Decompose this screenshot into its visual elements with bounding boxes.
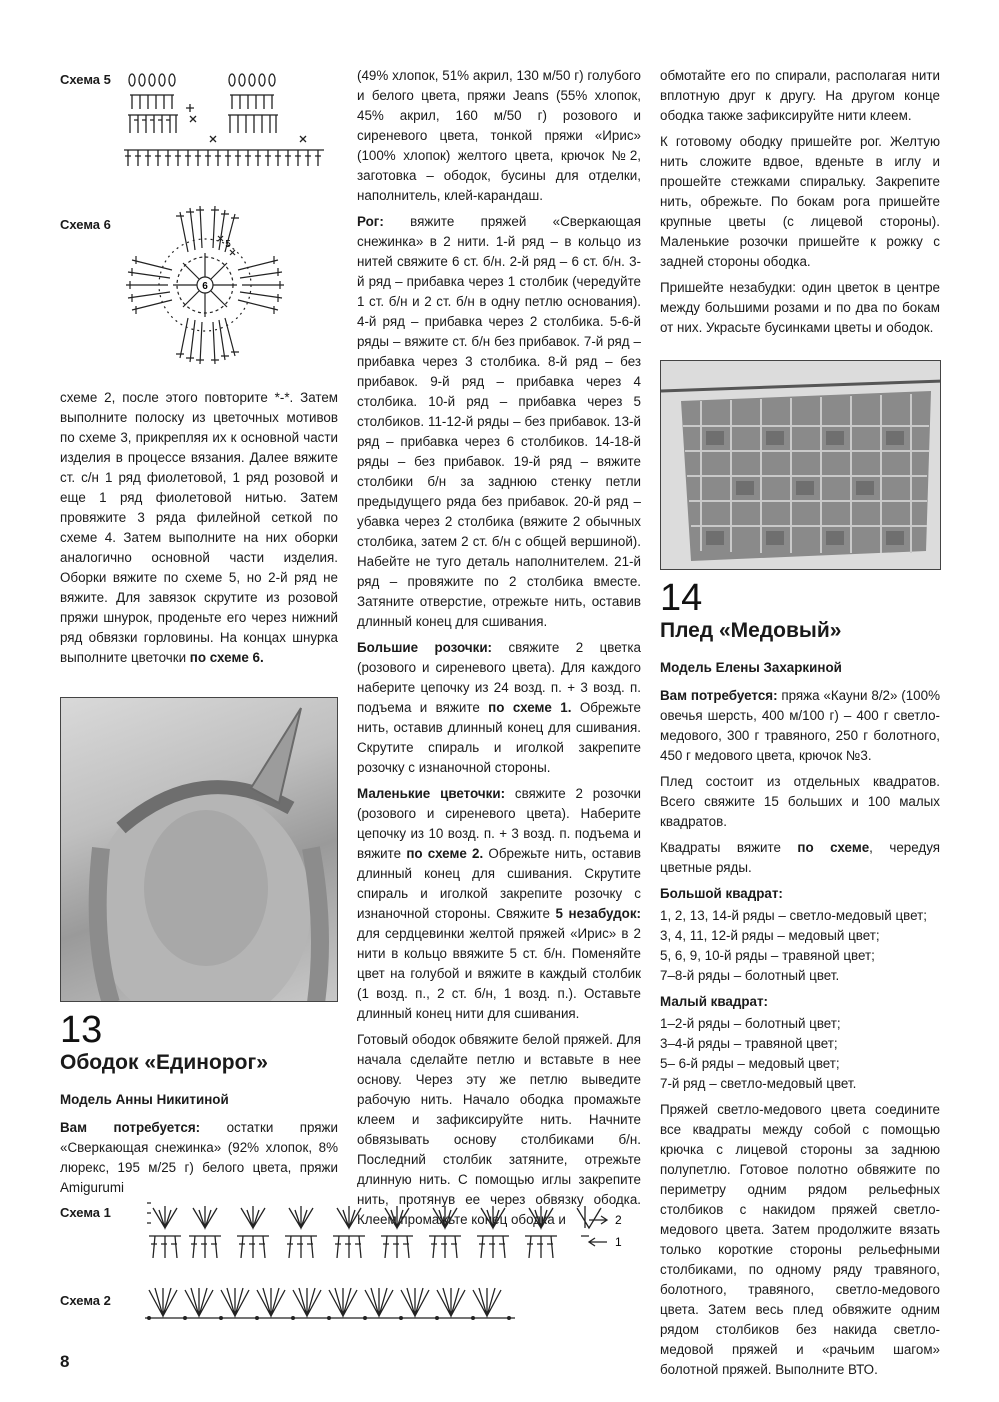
col2-small-flowers: [357, 784, 641, 1024]
big-square-row: 5, 6, 9, 10-й ряды – травяной цвет;: [660, 948, 875, 963]
big-square-row: 7–8-й ряды – болотный цвет.: [660, 968, 840, 983]
small-flowers-label: Маленькие цветочки:: [357, 786, 506, 801]
item13-model: Модель Анны Никитиной: [60, 1092, 229, 1107]
item14-p4: Плед состоит из отдельных квадратов. Всего свяжите 15 больших и 100 малых квадратов.: [660, 774, 940, 829]
column-3-text: [660, 66, 940, 344]
col2-roses: [357, 638, 641, 778]
p5-a: Квадраты вяжите: [660, 840, 798, 855]
scheme6-row-number: 5: [225, 239, 231, 250]
item14-p5: [660, 838, 940, 878]
roses-label: Большие розочки:: [357, 640, 493, 655]
scheme1-row-1: 1: [615, 1235, 622, 1249]
scheme6-center-number: 6: [202, 281, 208, 292]
item13-need-text: остатки пряжи «Сверкающая снежинка» (92% хлопок, 8% люрекс, 195 м/25 г) белого цвета, пряжи Amigurumi: [60, 1120, 338, 1195]
big-square-label: Большой квадрат:: [660, 886, 783, 901]
small-square-row: 1–2-й ряды – болотный цвет;: [660, 1016, 841, 1031]
col3-p3: Пришейте незабудки: один цветок в центре между большими розами и по два по бокам от них. Украсьте бусинками цветы и ободок.: [660, 280, 940, 335]
roses-bold: по схеме 1.: [488, 700, 572, 715]
scheme2-diagram: [145, 1284, 525, 1324]
blanket-illustration: [661, 361, 941, 570]
item14-final: Пряжей светло-медового цвета соедините все квадраты между собой с помощью крючка с лицевой стороны за заднюю полупетлю. Готовое полотно обвяжите по периметру одним рядом рельефных столбиков с накидом пряжей светло-медового цвета. Затем продолжите вязать только короткие стороны рельефными столбиками, по одному ряду травяного, болотного, травяного, светло-медового цвета. Затем весь плед обвяжите одним рядом столбиков без накида светло-медовой пряжей и «рачьим шагом» болотной пряжей. Выполните ВТО.: [660, 1102, 940, 1377]
scheme5-label: Схема 5: [60, 72, 111, 87]
small-bold: по схеме 2.: [406, 846, 484, 861]
photo-illustration: [61, 698, 338, 1002]
blanket-photo: [660, 360, 941, 570]
horn-label: Рог:: [357, 214, 384, 229]
scheme2-label: Схема 2: [60, 1293, 111, 1308]
small-bold2: 5 незабудок:: [555, 906, 641, 921]
scheme6-label: Схема 6: [60, 217, 111, 232]
item14-need-text: пряжа «Кауни 8/2» (100% овечья шерсть, 400 м/100 г) – 400 г светло-медового, 300 г травяного, 250 г болотного, 450 г медового цвета, крючок №3.: [660, 688, 940, 763]
scheme1-diagram: [145, 1198, 635, 1273]
scheme1-label: Схема 1: [60, 1205, 111, 1220]
small-text1: свяжите 2 розочки (розового и сиреневого цвета). Наберите цепочку из 10 возд. п. + 3 возд. п. подъема и вяжите: [357, 786, 641, 861]
big-square-block: [660, 884, 940, 986]
item13-title: Ободок «Единорог»: [60, 1051, 268, 1074]
item14-section: [660, 578, 940, 1386]
item13-number: 13: [60, 1009, 103, 1051]
headband-photo: [60, 697, 338, 1002]
column-1-text: [60, 388, 338, 674]
horn-text: вяжите пряжей «Сверкающая снежинка» в 2 нити. 1-й ряд – в кольцо из нитей свяжите 6 ст. б/н. 2-й ряд – 6 ст. б/н. 3-й ряд – прибавка через 1 столбик (чередуйте 1 ст. б/н и 2 ст. б/н в одну петлю основания). 4-й ряд – прибавка через 2 столбика. 5-6-й ряды – вяжите ст. б/н без прибавок. 7-й ряд – прибавка через 3 столбика. 8-й ряд – без прибавок. 9-й ряд – прибавка через 4 столбика. 10-й ряд – прибавка через 5 столбиков. 11-12-й ряды – без прибавок. 13-й ряд – прибавка через 6 столбиков. 14-18-й ряды – без прибавок. 19-й ряд – вяжите столбики б/н за заднюю стенку петли предыдущего ряда без прибавок. 20-й ряд – убавка через 2 столбика (вяжите 2 обычных столбика, затем 2 ст. б/н с общей вершиной). Набейте не туго деталь наполнителем. 21-й ряд – провяжите по 2 столбика вместе. Затяните отверстие, отрежьте нить, оставив длинный конец для сшивания.: [357, 214, 641, 629]
roses-text1: свяжите 2 цветка (розового и сиреневого цвета). Для каждого наберите цепочку из 24 возд. п. + 3 возд. п. подъема и вяжите: [357, 640, 641, 715]
scheme1-row-2: 2: [615, 1213, 622, 1227]
item14-materials: [660, 686, 940, 766]
col2-horn: [357, 212, 641, 632]
small-text3: для сердцевинки желтой пряжей «Ирис» в 2 нити в кольцо ввяжите 5 ст. б/н. Поменяйте цвет на голубой и вяжите в каждый столбик (1 возд. п., 2 ст. б/н, 1 возд. п.). Оставьте длинный конец нити для сшивания.: [357, 926, 641, 1021]
column-2-text: [357, 66, 641, 1236]
item13-materials: [60, 1118, 338, 1198]
col3-p2: К готовому ободку пришейте рог. Желтую нить сложите вдвое, вденьте в иглу и прошейте стежками спиральку. Закрепите нить, обрежьте. По бокам рога пришейте крупные цветы (с лицевой стороны). Маленькие розочки пришейте к рожку с задней стороны ободка.: [660, 134, 940, 269]
small-square-row: 7-й ряд – светло-медовый цвет.: [660, 1076, 857, 1091]
col1-para-text: схеме 2, после этого повторите *-*. Затем выполните полоску из цветочных мотивов по схеме 3, прикрепляя их к основной части изделия в процессе вязания. Далее вяжите ст. с/н 1 ряд фиолетовой, 1 ряд розовой и еще 1 ряд фиолетовой нитью. Затем провяжите 3 ряда филейной сеткой по схеме 4. Затем выполните на них оборки аналогично основной части изделия. Оборки вяжите по схеме 5, но 2-й ряд не вяжите. Для завязок скрутите из розовой пряжи шнурок, проденьте его через нижний ряд обвязки горловины. На концах шнурка выполните цветочки: [60, 390, 338, 665]
col2-final: Готовый ободок обвяжите белой пряжей. Для начала сделайте петлю и вставьте в нее основу. Через эту же петлю выведите рабочую нить. Начало ободка промажьте клеем и зафиксируйте нить. Начните обвязывать основу столбиками б/н. Последний столбик затяните, отрежьте длинную нить. С помощью иглы закрепите нить, протянув ее через обвязку ободка. Клеем промажьте конец ободка и: [357, 1032, 641, 1227]
item14-model: Модель Елены Захаркиной: [660, 660, 842, 675]
item13-need-label: Вам потребуется:: [60, 1120, 201, 1135]
small-square-label: Малый квадрат:: [660, 994, 769, 1009]
item14-number: 14: [660, 577, 703, 619]
scheme6-diagram: [120, 200, 295, 375]
item13-section: [60, 1010, 338, 1204]
col1-para-bold: по схеме 6.: [189, 650, 264, 665]
small-square-row: 5– 6-й ряды – медовый цвет;: [660, 1056, 840, 1071]
col2-intro: (49% хлопок, 51% акрил, 130 м/50 г) голубого и белого цвета, пряжи Jeans (55% хлопок, 45% акрил, 160 м/50 г) розового и сиреневого цвета, тонкой пряжи «Ирис» (100% хлопок) желтого цвета, крючок №2, заготовка – ободок, бусины для отделки, наполнитель, клей-карандаш.: [357, 68, 641, 203]
item14-title: Плед «Медовый»: [660, 619, 842, 642]
item14-need-label: Вам потребуется:: [660, 688, 778, 703]
p5-bold: по схеме: [797, 840, 870, 855]
big-square-row: 1, 2, 13, 14-й ряды – светло-медовый цвет;: [660, 908, 927, 923]
small-text2: Обрежьте нить, оставив длинный конец для сшивания. Скрутите спираль и иголкой закрепите розочку с изнаночной стороны. Свяжите: [357, 846, 641, 921]
scheme5-diagram: [120, 70, 330, 180]
small-square-row: 3–4-й ряды – травяной цвет;: [660, 1036, 838, 1051]
col1-paragraph: [60, 388, 338, 668]
page-number: 8: [60, 1352, 70, 1371]
small-square-block: [660, 992, 940, 1094]
big-square-row: 3, 4, 11, 12-й ряды – медовый цвет;: [660, 928, 880, 943]
p5-b: , чередуя цветные ряды.: [660, 840, 940, 875]
col3-p1: обмотайте его по спирали, располагая нити вплотную друг к другу. На другом конце ободка также зафиксируйте нити клеем.: [660, 68, 940, 123]
roses-text2: Обрежьте нить, оставив длинный конец для сшивания. Скрутите спираль и иголкой закрепите розочку с изнаночной стороны.: [357, 700, 641, 775]
